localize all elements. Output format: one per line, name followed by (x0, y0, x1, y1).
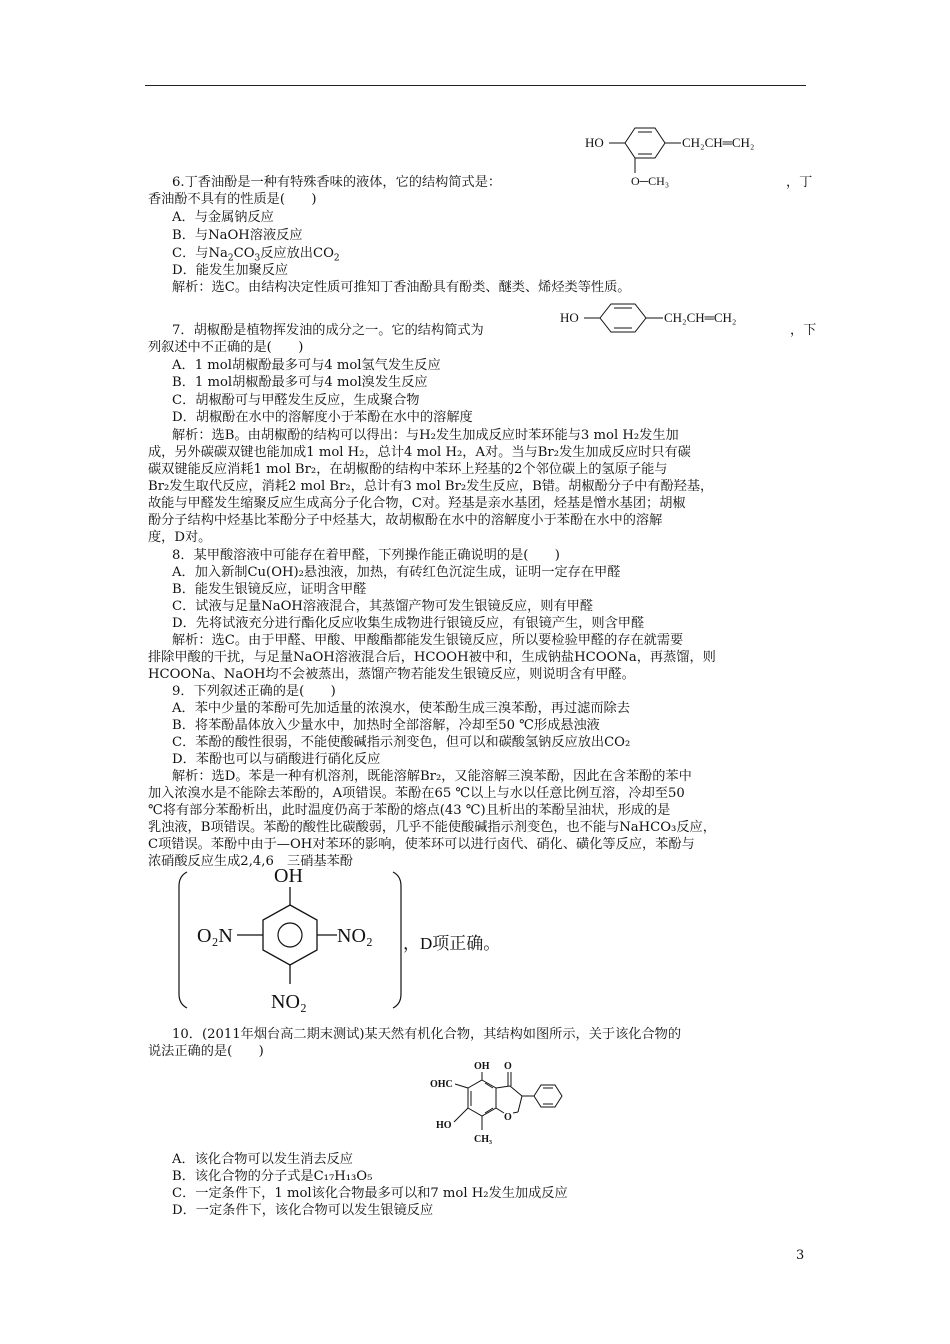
q9-option-b: B．将苯酚晶体放入少量水中，加热时全部溶解，冷却至50 ℃形成悬浊液 (172, 718, 600, 733)
flavanone-ch3-label: CH₃ (474, 1134, 492, 1145)
q6-option-b: B．与NaOH溶液反应 (172, 228, 303, 243)
q6-option-a: A．与金属钠反应 (172, 210, 274, 225)
eugenol-ho-label: HO (585, 135, 604, 150)
picric-no2-right-label: NO₂ (337, 925, 373, 947)
q9-answer-line: C项错误。苯酚中由于—OH对苯环的影响，使苯环可以进行卤代、硝化、磺化等反应，苯酚与 (148, 837, 695, 852)
q9-answer-line: 乳浊液，B项错误。苯酚的酸性比碳酸弱，几乎不能使酸碱指示剂变色，也不能与NaHCO₃反应， (148, 820, 716, 835)
q8-option-b: B．能发生银镜反应，证明含甲醛 (172, 582, 367, 597)
q7-answer-line: 故能与甲醛发生缩聚反应生成高分子化合物，C对。羟基是亲水基团，烃基是憎水基团；胡椒 (148, 496, 686, 511)
q7-answer-line: 度，D对。 (148, 530, 212, 545)
q7-answer-line: 碳双键能反应消耗1 mol Br₂，在胡椒酚的结构中苯环上羟基的2个邻位碳上的氢原子能与 (148, 462, 668, 477)
q10-stem-cont: 说法正确的是( ) (148, 1044, 264, 1059)
q9-answer-line: 加入浓溴水是不能除去苯酚的，A项错误。苯酚在65 ℃以上与水以任意比例互溶，冷却至50 (148, 786, 685, 801)
q7-answer-line: 解析：选B。由胡椒酚的结构可以得出：与H₂发生加成反应时苯环能与3 mol H₂发生加 (172, 428, 679, 443)
q8-answer-line: 排除甲酸的干扰，与足量NaOH溶液混合后，HCOOH被中和，生成钠盐HCOONa，再蒸馏，则 (148, 650, 716, 665)
eugenol-structure (585, 118, 785, 190)
q9-option-c: C．苯酚的酸性很弱，不能使酸碱指示剂变色，但可以和碳酸氢钠反应放出CO₂ (172, 735, 631, 750)
header-rule (145, 85, 806, 86)
chavicol-chain-label: CH₂CH═CH₂ (664, 310, 737, 325)
q9-answer-line: 解析：选D。苯是一种有机溶剂，既能溶解Br₂，又能溶解三溴苯酚，因此在含苯酚的苯中 (172, 769, 692, 784)
q8-option-c: C．试液与足量NaOH溶液混合，其蒸馏产物可发生银镜反应，则有甲醛 (172, 599, 594, 614)
q7-option-c: C．胡椒酚可与甲醛发生反应，生成聚合物 (172, 393, 420, 408)
q9-answer-line: ℃将有部分苯酚析出，此时温度仍高于苯酚的熔点(43 ℃)且析出的苯酚呈油状，形成的是 (148, 803, 671, 818)
q7-option-a: A．1 mol胡椒酚最多可与4 mol氢气发生反应 (172, 358, 441, 373)
q8-option-d: D．先将试液充分进行酯化反应收集生成物进行银镜反应，有银镜产生，则含甲醛 (172, 616, 645, 631)
q10-option-c: C．一定条件下，1 mol该化合物最多可以和7 mol H₂发生加成反应 (172, 1186, 568, 1201)
q8-answer-line: HCOONa、NaOH均不会被蒸出，蒸馏产物若能发生银镜反应，则说明含有甲醛。 (148, 667, 635, 682)
q6-option-c: C．与$Na_2CO_3$反应放出$CO_2$ (172, 246, 340, 264)
flavanone-oh-top-label: OH (474, 1061, 490, 1072)
q7-stem: 7．胡椒酚是植物挥发油的成分之一。它的结构简式为 (172, 323, 484, 338)
picric-no2-bottom-label: NO₂ (271, 991, 307, 1013)
chavicol-structure (560, 300, 790, 340)
q9-conclusion: ，D项正确。 (403, 934, 501, 953)
q10-option-d: D．一定条件下，该化合物可以发生银镜反应 (172, 1203, 434, 1218)
flavanone-ohc-label: OHC (430, 1079, 453, 1090)
q8-answer-line: 解析：选C。由于甲醛、甲酸、甲酸酯都能发生银镜反应，所以要检验甲醛的存在就需要 (172, 633, 684, 648)
q8-option-a: A．加入新制Cu(OH)₂悬浊液，加热，有砖红色沉淀生成，证明一定存在甲醛 (172, 565, 621, 580)
q6-stem: 6.丁香油酚是一种有特殊香味的液体，它的结构简式是： (172, 175, 502, 190)
q6-stem-cont: 香油酚不具有的性质是( ) (148, 192, 317, 207)
q8-stem: 8．某甲酸溶液中可能存在着甲醛，下列操作能正确说明的是( ) (172, 548, 560, 563)
q9-option-a: A．苯中少量的苯酚可先加适量的浓溴水，使苯酚生成三溴苯酚，再过滤而除去 (172, 701, 630, 716)
q9-stem: 9．下列叙述正确的是( ) (172, 684, 336, 699)
flavanone-o-top-label: O (504, 1061, 512, 1072)
eugenol-chain-label: CH₂CH═CH₂ (682, 135, 755, 150)
q10-option-b: B．该化合物的分子式是C₁₇H₁₃O₅ (172, 1169, 373, 1184)
q6-option-d: D．能发生加聚反应 (172, 263, 289, 278)
q7-stem-cont: 列叙述中不正确的是( ) (148, 340, 304, 355)
q9-answer-line: 浓硝酸反应生成2,4,6 三硝基苯酚 (148, 854, 353, 869)
flavanone-structure (430, 1058, 570, 1148)
q7-answer-line: Br₂发生取代反应，消耗2 mol Br₂，总计有3 mol Br₂发生反应，B错。胡椒酚分子中有酚羟基， (148, 479, 714, 494)
eugenol-methoxy-label: O─CH₃ (631, 174, 670, 188)
page-number: 3 (796, 1248, 805, 1263)
q6-stem-tail: ，丁 (786, 175, 813, 190)
q7-answer-line: 酚分子结构中烃基比苯酚分子中烃基大，故胡椒酚在水中的溶解度小于苯酚在水中的溶解 (148, 513, 663, 528)
q6-answer: 解析：选C。由结构决定性质可推知丁香油酚具有酚类、醚类、烯烃类等性质。 (172, 280, 631, 295)
flavanone-ho-label: HO (436, 1120, 452, 1131)
picric-oh-label: OH (274, 865, 303, 887)
chavicol-ho-label: HO (560, 310, 579, 325)
q9-option-d: D．苯酚也可以与硝酸进行硝化反应 (172, 752, 381, 767)
q10-stem: 10．(2011年烟台高二期末测试)某天然有机化合物，其结构如图所示，关于该化合物的 (172, 1027, 682, 1042)
q7-option-b: B．1 mol胡椒酚最多可与4 mol溴发生反应 (172, 375, 428, 390)
flavanone-ring-o-label: O (504, 1112, 512, 1123)
q7-option-d: D．胡椒酚在水中的溶解度小于苯酚在水中的溶解度 (172, 410, 473, 425)
q7-stem-tail: ，下 (790, 323, 817, 338)
q10-option-a: A．该化合物可以发生消去反应 (172, 1152, 353, 1167)
picric-o2n-label: O₂N (197, 925, 233, 947)
picric-acid-structure (175, 862, 595, 1024)
q7-answer-line: 成，另外碳碳双键也能加成1 mol H₂，总计4 mol H₂，A对。当与Br₂发生加成反应时只有碳 (148, 445, 691, 460)
